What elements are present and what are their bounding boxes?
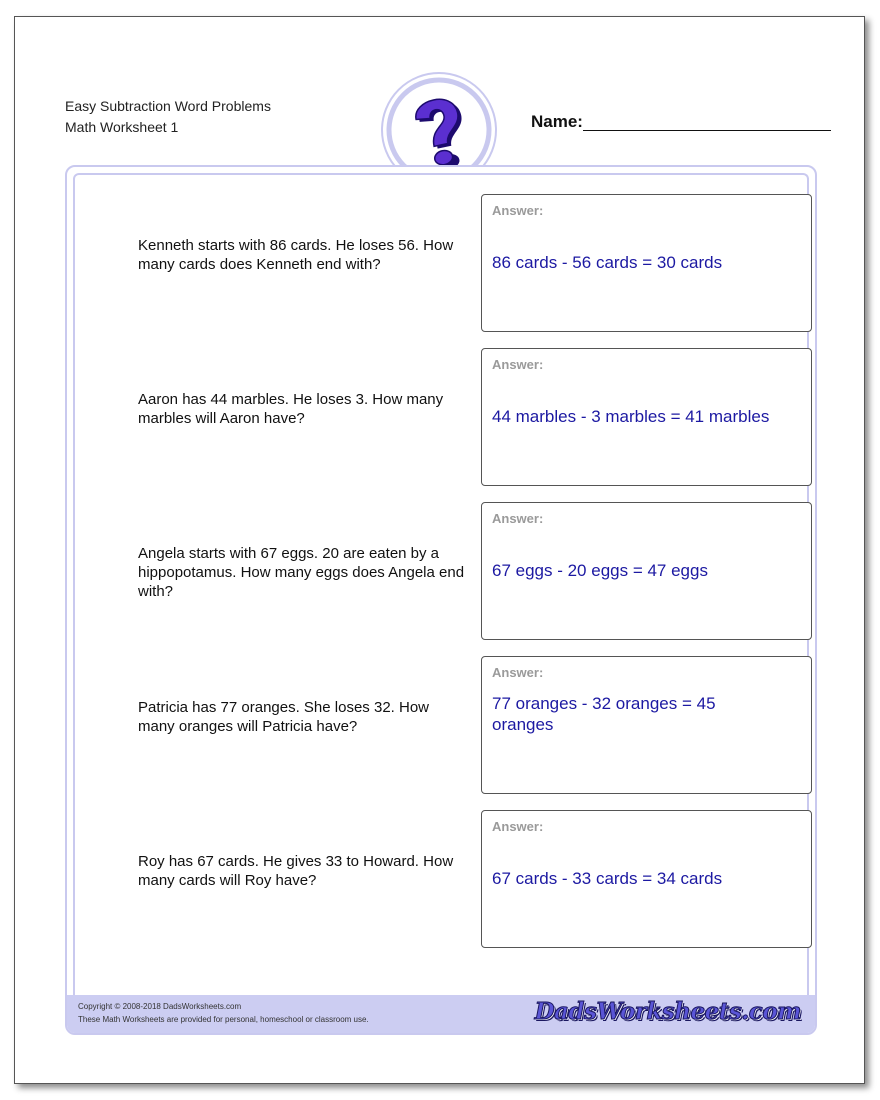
name-field-line	[583, 130, 831, 131]
worksheet-page	[14, 16, 865, 1084]
problem-3-answer-box	[481, 502, 812, 640]
problem-1-question: Kenneth starts with 86 cards. He loses 56. How many cards does Kenneth end with?	[138, 237, 454, 273]
answer-label: Answer:	[492, 665, 544, 680]
copyright-text: Copyright © 2008-2018 DadsWorksheets.com	[78, 1002, 242, 1011]
problem-5-answer-box	[481, 810, 812, 948]
worksheet-title: Easy Subtraction Word Problems	[65, 98, 271, 114]
worksheet-frame	[65, 165, 817, 1035]
answer-label: Answer:	[492, 819, 544, 834]
footer-bar	[67, 995, 815, 1033]
answer-label: Answer:	[492, 511, 544, 526]
problem-1-answer: 86 cards - 56 cards = 30 cards	[492, 253, 723, 272]
problem-4-answer-box	[481, 656, 812, 794]
problem-2-question: Aaron has 44 marbles. He loses 3. How many marbles will Aaron have?	[138, 391, 444, 427]
problem-3-answer: 67 eggs - 20 eggs = 47 eggs	[492, 561, 708, 580]
problem-2-answer: 44 marbles - 3 marbles = 41 marbles	[492, 407, 770, 426]
usage-notice: These Math Worksheets are provided for personal, homeschool or classroom use.	[78, 1015, 369, 1024]
problem-4-answer: 77 oranges - 32 oranges = 45 oranges	[492, 694, 716, 734]
answer-label: Answer:	[492, 357, 544, 372]
worksheet-subtitle: Math Worksheet 1	[65, 119, 179, 135]
problem-1-answer-box	[481, 194, 812, 332]
answer-label: Answer:	[492, 203, 544, 218]
problem-5-question: Roy has 67 cards. He gives 33 to Howard. How many cards will Roy have?	[138, 853, 454, 889]
problem-3-question: Angela starts with 67 eggs. 20 are eaten by a hippopotamus. How many eggs does Angela end with?	[138, 545, 465, 600]
problem-4-question: Patricia has 77 oranges. She loses 32. How many oranges will Patricia have?	[138, 699, 429, 735]
name-label: Name:	[531, 112, 583, 131]
problem-2-answer-box	[481, 348, 812, 486]
dadsworksheets-logo: DadsWorksheets.com	[534, 998, 801, 1025]
problem-5-answer: 67 cards - 33 cards = 34 cards	[492, 869, 723, 888]
